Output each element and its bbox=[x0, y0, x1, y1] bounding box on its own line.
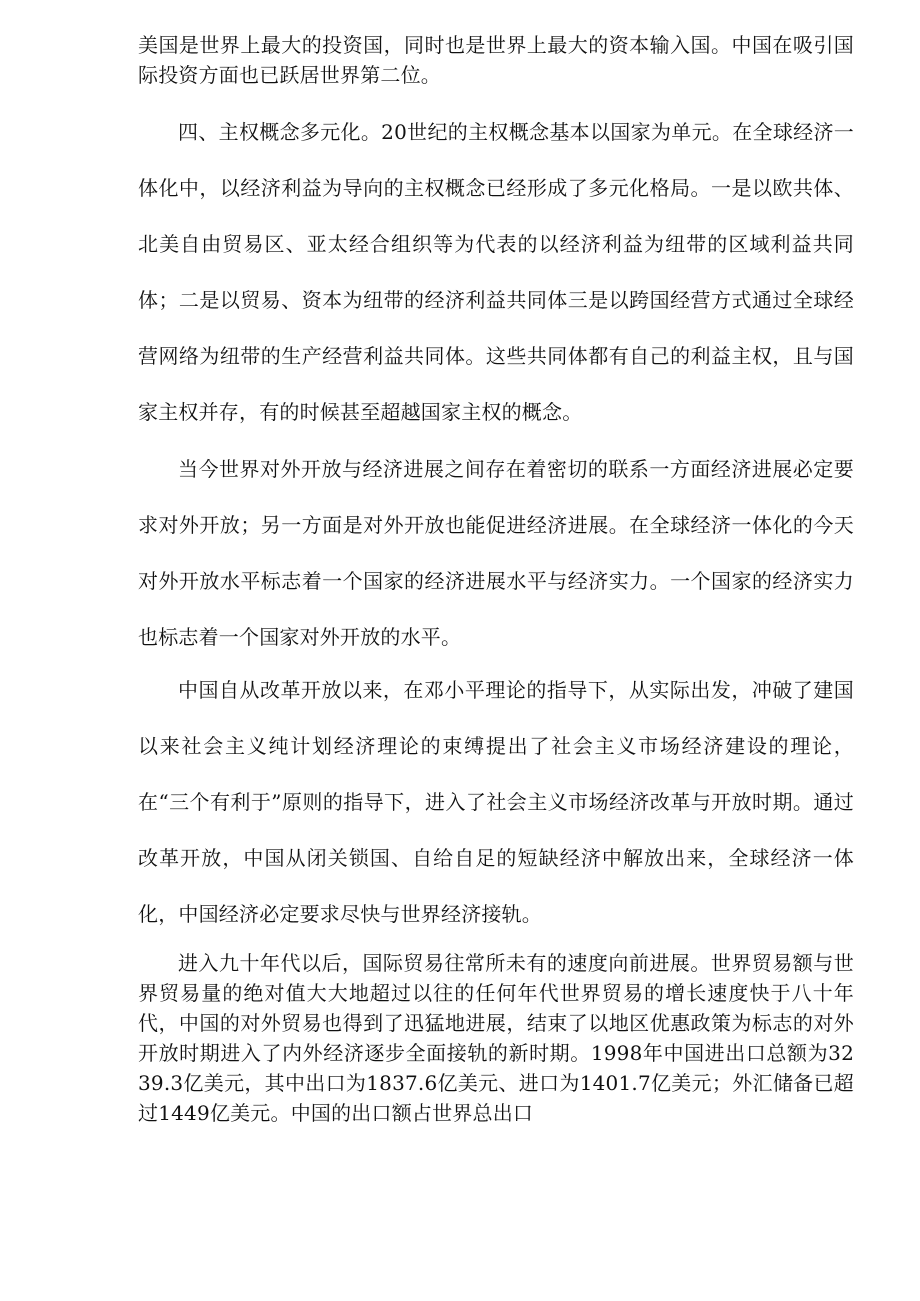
paragraph-investment: 美国是世界上最大的投资国，同时也是世界上最大的资本输入国。中国在吸引国际投资方面也已跃居世界第二位。 bbox=[138, 33, 854, 87]
paragraph-opening-up: 当今世界对外开放与经济进展之间存在着密切的联系一方面经济进展必定要求对外开放；另一方面是对外开放也能促进经济进展。在全球经济一体化的今天对外开放水平标志着一个国家的经济进展水平与经济实力。一个国家的经济实力也标志着一个国家对外开放的水平。 bbox=[138, 457, 854, 649]
paragraph-trade: 进入九十年代以后，国际贸易往常所未有的速度向前进展。世界贸易额与世界贸易量的绝对值大大地超过以往的任何年代世界贸易的增长速度快于八十年代，中国的对外贸易也得到了迅猛地进展，结束了以地区优惠政策为标志的对外开放时期进入了内外经济逐步全面接轨的新时期。1998年中国进出口总额为3239.3亿美元，其中出口为1837.6亿美元、进口为1401.7亿美元；外汇储备已超过1449亿美元。中国的出口额占世界总出口 bbox=[138, 951, 854, 1125]
paragraph-sovereignty: 四、主权概念多元化。20世纪的主权概念基本以国家为单元。在全球经济一体化中，以经济利益为导向的主权概念已经形成了多元化格局。一是以欧共体、北美自由贸易区、亚太经合组织等为代表的以经济利益为纽带的区域利益共同体；二是以贸易、资本为纽带的经济利益共同体三是以跨国经营方式通过全球经营网络为纽带的生产经营利益共同体。这些共同体都有自己的利益主权，且与国家主权并存，有的时候甚至超越国家主权的概念。 bbox=[138, 120, 854, 424]
paragraph-reform: 中国自从改革开放以来，在邓小平理论的指导下，从实际出发，冲破了建国以来社会主义纯计划经济理论的束缚提出了社会主义市场经济建设的理论，在“三个有利于”原则的指导下，进入了社会主义市场经济改革与开放时期。通过改革开放，中国从闭关锁国、自给自足的短缺经济中解放出来，全球经济一体化，中国经济必定要求尽快与世界经济接轨。 bbox=[138, 678, 854, 926]
